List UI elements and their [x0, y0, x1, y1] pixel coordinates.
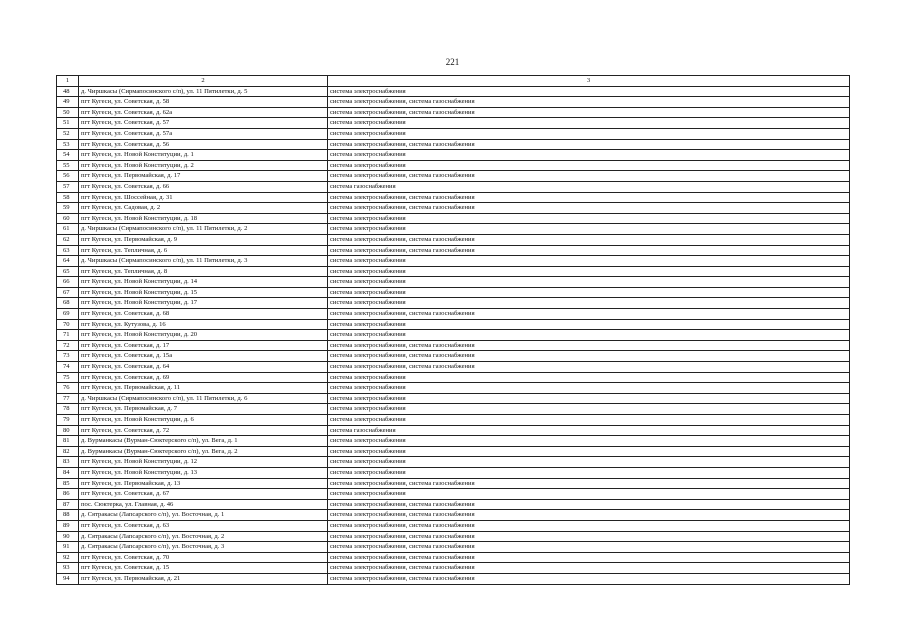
row-systems: система электроснабжения, система газоснабжения: [328, 340, 850, 351]
table-row: [57, 224, 850, 235]
row-systems: система электроснабжения: [328, 86, 850, 97]
table-row: [57, 393, 850, 404]
table-row: [57, 467, 850, 478]
row-address: пгт Кугеси, ул. Советская, д. 15а: [79, 351, 328, 362]
row-number: 76: [57, 383, 79, 394]
row-number: 51: [57, 118, 79, 129]
row-systems: система электроснабжения: [328, 266, 850, 277]
table-row: [57, 213, 850, 224]
table-row: [57, 192, 850, 203]
row-systems: система электроснабжения, система газоснабжения: [328, 563, 850, 574]
row-systems: система электроснабжения, система газоснабжения: [328, 510, 850, 521]
row-number: 90: [57, 531, 79, 542]
table-row: [57, 160, 850, 171]
row-address: пгт Кугеси, ул. Новой Конституции, д. 1: [79, 150, 328, 161]
row-systems: система электроснабжения: [328, 128, 850, 139]
row-number: 68: [57, 298, 79, 309]
table-row: [57, 256, 850, 267]
table-row: [57, 97, 850, 108]
table-row: [57, 520, 850, 531]
table-row: [57, 107, 850, 118]
table-row: [57, 478, 850, 489]
row-number: 57: [57, 181, 79, 192]
row-address: пгт Кугеси, ул. Новой Конституции, д. 17: [79, 298, 328, 309]
row-address: пгт Кугеси, ул. Новой Конституции, д. 6: [79, 415, 328, 426]
table-row: [57, 340, 850, 351]
row-address: пгт Кугеси, ул. Первомайская, д. 17: [79, 171, 328, 182]
row-address: пгт Кугеси, ул. Новой Конституции, д. 2: [79, 160, 328, 171]
row-number: 77: [57, 393, 79, 404]
row-address: пгт Кугеси, ул. Советская, д. 67: [79, 489, 328, 500]
row-address: пгт Кугеси, ул. Советская, д. 64: [79, 362, 328, 373]
table-row: [57, 563, 850, 574]
row-systems: система электроснабжения, система газоснабжения: [328, 552, 850, 563]
table-row: [57, 298, 850, 309]
row-systems: система электроснабжения: [328, 383, 850, 394]
row-number: 93: [57, 563, 79, 574]
row-number: 61: [57, 224, 79, 235]
row-address: пгт Кугеси, ул. Шоссейная, д. 31: [79, 192, 328, 203]
table-row: [57, 234, 850, 245]
page-number: 221: [445, 57, 460, 67]
table-row: [57, 150, 850, 161]
row-number: 70: [57, 319, 79, 330]
row-address: пгт Кугеси, ул. Советская, д. 69: [79, 372, 328, 383]
row-address: пгт Кугеси, ул. Новой Конституции, д. 15: [79, 287, 328, 298]
row-address: пгт Кугеси, ул. Первомайская, д. 9: [79, 234, 328, 245]
table-row: [57, 531, 850, 542]
row-number: 83: [57, 457, 79, 468]
row-address: пгт Кугеси, ул. Новой Конституции, д. 20: [79, 330, 328, 341]
row-address: пгт Кугеси, ул. Советская, д. 63: [79, 520, 328, 531]
row-systems: система электроснабжения: [328, 256, 850, 267]
row-address: д. Чиршкасы (Сирмапосинского с/п), ул. 11 Пятилетки, д. 3: [79, 256, 328, 267]
row-systems: система электроснабжения, система газоснабжения: [328, 171, 850, 182]
row-address: пгт Кугеси, ул. Советская, д. 17: [79, 340, 328, 351]
row-number: 48: [57, 86, 79, 97]
table-row: [57, 309, 850, 320]
row-number: 63: [57, 245, 79, 256]
table-header-row: [57, 76, 850, 87]
row-systems: система электроснабжения: [328, 404, 850, 415]
table-row: [57, 287, 850, 298]
row-systems: система электроснабжения: [328, 393, 850, 404]
row-address: пгт Кугеси, ул. Советская, д. 72: [79, 425, 328, 436]
row-systems: система электроснабжения, система газоснабжения: [328, 97, 850, 108]
row-number: 88: [57, 510, 79, 521]
row-systems: система электроснабжения: [328, 287, 850, 298]
row-systems: система электроснабжения, система газоснабжения: [328, 362, 850, 373]
row-number: 75: [57, 372, 79, 383]
row-address: пгт Кугеси, ул. Кутузова, д. 16: [79, 319, 328, 330]
table-row: [57, 383, 850, 394]
row-address: пгт Кугеси, ул. Советская, д. 66: [79, 181, 328, 192]
row-number: 59: [57, 203, 79, 214]
row-address: д. Вурманкасы (Вурман-Сюктерского с/п), ул. Вега, д. 2: [79, 446, 328, 457]
row-address: пгт Кугеси, ул. Первомайская, д. 21: [79, 573, 328, 584]
row-systems: система электроснабжения, система газоснабжения: [328, 542, 850, 553]
row-address: пгт Кугеси, ул. Советская, д. 70: [79, 552, 328, 563]
row-number: 64: [57, 256, 79, 267]
table-row: [57, 510, 850, 521]
row-number: 67: [57, 287, 79, 298]
table-row: [57, 171, 850, 182]
table-row: [57, 436, 850, 447]
row-address: д. Чиршкасы (Сирмапосинского с/п), ул. 11 Пятилетки, д. 2: [79, 224, 328, 235]
row-systems: система электроснабжения, система газоснабжения: [328, 192, 850, 203]
row-number: 69: [57, 309, 79, 320]
table-row: [57, 330, 850, 341]
row-address: пгт Кугеси, ул. Советская, д. 62а: [79, 107, 328, 118]
row-address: пгт Кугеси, ул. Советская, д. 58: [79, 97, 328, 108]
row-number: 52: [57, 128, 79, 139]
row-systems: система электроснабжения, система газоснабжения: [328, 245, 850, 256]
table-row: [57, 139, 850, 150]
column-header-address: 2: [79, 76, 328, 87]
row-number: 91: [57, 542, 79, 553]
row-systems: система электроснабжения, система газоснабжения: [328, 234, 850, 245]
row-number: 86: [57, 489, 79, 500]
row-number: 58: [57, 192, 79, 203]
row-number: 92: [57, 552, 79, 563]
row-systems: система электроснабжения: [328, 372, 850, 383]
row-systems: система электроснабжения: [328, 213, 850, 224]
row-number: 79: [57, 415, 79, 426]
column-header-number: 1: [57, 76, 79, 87]
table-row: [57, 181, 850, 192]
row-systems: система электроснабжения, система газоснабжения: [328, 203, 850, 214]
row-address: пгт Кугеси, ул. Тепличная, д. 6: [79, 245, 328, 256]
row-address: пгт Кугеси, ул. Первомайская, д. 7: [79, 404, 328, 415]
row-number: 72: [57, 340, 79, 351]
row-number: 84: [57, 467, 79, 478]
row-systems: система электроснабжения: [328, 467, 850, 478]
row-systems: система электроснабжения, система газоснабжения: [328, 107, 850, 118]
table-row: [57, 552, 850, 563]
table-row: [57, 372, 850, 383]
table-row: [57, 128, 850, 139]
table-row: [57, 86, 850, 97]
row-systems: система электроснабжения: [328, 446, 850, 457]
row-number: 66: [57, 277, 79, 288]
table-row: [57, 203, 850, 214]
table-row: [57, 457, 850, 468]
row-systems: система электроснабжения, система газоснабжения: [328, 573, 850, 584]
row-number: 60: [57, 213, 79, 224]
row-systems: система электроснабжения: [328, 298, 850, 309]
row-systems: система электроснабжения: [328, 436, 850, 447]
row-address: пгт Кугеси, ул. Советская, д. 56: [79, 139, 328, 150]
row-systems: система газоснабжения: [328, 425, 850, 436]
table-row: [57, 489, 850, 500]
row-number: 89: [57, 520, 79, 531]
column-header-systems: 3: [328, 76, 850, 87]
row-address: пгт Кугеси, ул. Советская, д. 15: [79, 563, 328, 574]
row-systems: система электроснабжения: [328, 330, 850, 341]
row-number: 62: [57, 234, 79, 245]
row-number: 54: [57, 150, 79, 161]
row-address: пгт Кугеси, ул. Новой Конституции, д. 13: [79, 467, 328, 478]
row-systems: система электроснабжения, система газоснабжения: [328, 499, 850, 510]
row-address: пгт Кугеси, ул. Садовая, д. 2: [79, 203, 328, 214]
table-row: [57, 446, 850, 457]
table-row: [57, 542, 850, 553]
row-address: пгт Кугеси, ул. Новой Конституции, д. 18: [79, 213, 328, 224]
row-systems: система электроснабжения: [328, 319, 850, 330]
row-number: 80: [57, 425, 79, 436]
table-row: [57, 404, 850, 415]
row-address: пгт Кугеси, ул. Советская, д. 57а: [79, 128, 328, 139]
row-number: 81: [57, 436, 79, 447]
row-address: пгт Кугеси, ул. Первомайская, д. 13: [79, 478, 328, 489]
row-systems: система электроснабжения, система газоснабжения: [328, 139, 850, 150]
row-number: 49: [57, 97, 79, 108]
row-address: пгт Кугеси, ул. Новой Конституции, д. 14: [79, 277, 328, 288]
row-number: 56: [57, 171, 79, 182]
row-systems: система электроснабжения: [328, 277, 850, 288]
row-number: 50: [57, 107, 79, 118]
row-number: 85: [57, 478, 79, 489]
row-address: пгт Кугеси, ул. Тепличная, д. 8: [79, 266, 328, 277]
row-address: пгт Кугеси, ул. Советская, д. 57: [79, 118, 328, 129]
row-address: пгт Кугеси, ул. Новой Конституции, д. 12: [79, 457, 328, 468]
row-number: 82: [57, 446, 79, 457]
row-address: пгт Кугеси, ул. Первомайская, д. 11: [79, 383, 328, 394]
table-row: [57, 499, 850, 510]
table-row: [57, 362, 850, 373]
row-systems: система электроснабжения, система газоснабжения: [328, 531, 850, 542]
row-systems: система электроснабжения: [328, 224, 850, 235]
row-address: д. Чиршкасы (Сирмапосинского с/п), ул. 11 Пятилетки, д. 5: [79, 86, 328, 97]
row-address: д. Сятракасы (Лапсарского с/п), ул. Восточная, д. 1: [79, 510, 328, 521]
row-systems: система электроснабжения: [328, 415, 850, 426]
table-row: [57, 425, 850, 436]
row-systems: система электроснабжения: [328, 160, 850, 171]
row-systems: система электроснабжения, система газоснабжения: [328, 309, 850, 320]
row-systems: система электроснабжения, система газоснабжения: [328, 520, 850, 531]
row-systems: система электроснабжения: [328, 457, 850, 468]
table-row: [57, 245, 850, 256]
row-systems: система электроснабжения: [328, 118, 850, 129]
row-systems: система электроснабжения, система газоснабжения: [328, 351, 850, 362]
row-number: 74: [57, 362, 79, 373]
table-row: [57, 319, 850, 330]
table-row: [57, 118, 850, 129]
row-number: 73: [57, 351, 79, 362]
table-row: [57, 277, 850, 288]
row-address: пос. Сюктерка, ул. Главная, д. 46: [79, 499, 328, 510]
addresses-table: [56, 75, 850, 585]
table-row: [57, 266, 850, 277]
row-address: д. Сятракасы (Лапсарского с/п), ул. Восточная, д. 3: [79, 542, 328, 553]
row-address: д. Вурманкасы (Вурман-Сюктерского с/п), ул. Вега, д. 1: [79, 436, 328, 447]
table-row: [57, 415, 850, 426]
table-row: [57, 573, 850, 584]
table-row: [57, 351, 850, 362]
row-systems: система газоснабжения: [328, 181, 850, 192]
row-address: пгт Кугеси, ул. Советская, д. 68: [79, 309, 328, 320]
row-number: 87: [57, 499, 79, 510]
row-number: 78: [57, 404, 79, 415]
row-number: 55: [57, 160, 79, 171]
row-systems: система электроснабжения: [328, 489, 850, 500]
row-number: 71: [57, 330, 79, 341]
row-number: 65: [57, 266, 79, 277]
row-address: д. Чиршкасы (Сирмапосинского с/п), ул. 11 Пятилетки, д. 6: [79, 393, 328, 404]
row-systems: система электроснабжения, система газоснабжения: [328, 478, 850, 489]
row-systems: система электроснабжения: [328, 150, 850, 161]
row-number: 53: [57, 139, 79, 150]
row-number: 94: [57, 573, 79, 584]
row-address: д. Сятракасы (Лапсарского с/п), ул. Восточная, д. 2: [79, 531, 328, 542]
